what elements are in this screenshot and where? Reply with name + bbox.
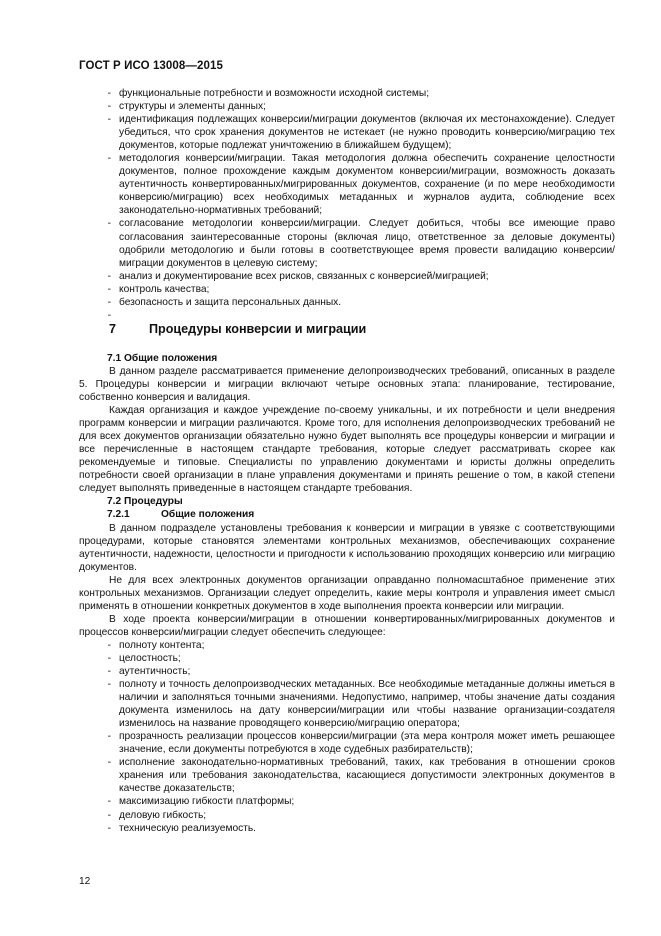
list-item <box>79 639 615 652</box>
list-item <box>79 283 615 296</box>
bullet-dash: - <box>107 731 111 743</box>
list-item-text: деловую гибкость; <box>119 809 207 821</box>
bullet-dash: - <box>107 88 111 99</box>
bullet-dash: - <box>107 283 111 295</box>
list-item <box>79 87 615 100</box>
bullet-list-bottom <box>79 639 615 835</box>
list-item-text: полноту контента; <box>119 639 205 651</box>
page-number: 12 <box>79 876 91 887</box>
list-item <box>79 217 615 269</box>
paragraph: Каждая организация и каждое учреждение по-своему уникальны, и их потребности и цели внедрения программ конверсии и миграции различаются. Кроме того, для исполнения делопроизводческих требований не для всех документов организации обязательно нужно будет выполнять все процедуры конверсии и миграции и все перечисленные в настоящем стандарте требования, которые следует рассматривать скорее как рекомендуемые и типовые. Специалисты по управлению документами и юристы должны определить потребности своей организации в плане управления документами и принять решение о том, в какой степени следует выполнять приведенные в настоящем стандарте требования. <box>79 405 615 495</box>
bullet-dash: - <box>107 270 111 282</box>
list-item <box>79 309 615 322</box>
standard-header: ГОСТ Р ИСО 13008—2015 <box>79 60 224 72</box>
list-item-text: контроль качества; <box>119 283 210 295</box>
list-item <box>79 665 615 678</box>
bullet-dash: - <box>107 639 111 651</box>
list-item <box>79 100 615 113</box>
bullet-dash: - <box>107 757 111 769</box>
bullet-list-top <box>79 87 615 322</box>
list-item-text: техническую реализуемость. <box>119 822 257 834</box>
bullet-dash: - <box>107 101 111 113</box>
paragraph: В данном подразделе установлены требования к конверсии и миграции в увязке с соответствующими процедурами, которые становятся элементами контрольных механизмов, обеспечивающих сохранение аутентичности, надежности, целостности и пригодности к использованию проходящих конверсию или миграцию документов. <box>79 522 615 573</box>
bullet-dash: - <box>107 796 111 808</box>
list-item <box>79 795 615 808</box>
list-item-text: безопасность и защита персональных данных. <box>119 296 342 308</box>
bullet-dash: - <box>107 296 111 308</box>
bullet-dash: - <box>107 666 111 678</box>
list-item <box>79 152 615 217</box>
bullet-dash: - <box>107 822 111 834</box>
list-item-text: аутентичность; <box>119 666 191 678</box>
list-item-text: структуры и элементы данных; <box>119 101 266 113</box>
list-item-text: функциональные потребности и возможности исходной системы; <box>119 88 430 99</box>
paragraph: Не для всех электронных документов организации оправданно полномасштабное применение этих контрольных механизмов. Организации следует определить, какие меры контроля и управления имеет смысл применять в отношении конкретных документов в ходе выполнения проекта конверсии или миграции. <box>79 574 615 612</box>
list-item <box>79 822 615 835</box>
list-item <box>79 270 615 283</box>
list-item-text: полноту и точность делопроизводческих метаданных. Все необходимые метаданные должны иметься в наличии и заполняться точными значениями. Недопустимо, например, чтобы значение даты создания документа изменилось на дату конверсии/миграции или чтобы название организации-создателя изменилось на название проводящего конверсию/миграцию оператора; <box>119 679 615 730</box>
list-item <box>79 730 615 756</box>
section-title: Процедуры конверсии и миграции <box>149 321 367 336</box>
list-item <box>79 113 615 152</box>
list-item-text <box>119 309 615 322</box>
list-item-text: прозрачность реализации процессов конверсии/миграции (эта мера контроля может иметь решающее значение, если документы потребуются в ходе судебных разбирательств); <box>119 731 615 756</box>
bullet-dash: - <box>107 652 111 664</box>
list-item-text: анализ и документирование всех рисков, связанных с конверсией/миграцией; <box>119 270 489 282</box>
bullet-dash: - <box>107 218 111 230</box>
list-item-text: целостность; <box>119 652 181 664</box>
list-item <box>79 652 615 665</box>
list-item <box>79 296 615 309</box>
bullet-dash: - <box>107 809 111 821</box>
subsection-title: Общие положения <box>161 509 255 521</box>
paragraph: В данном разделе рассматривается применение делопроизводческих требований, описанных в разделе 5. Процедуры конверсии и миграции включают четыре основных этапа: планирование, тестирование, собственно конверсия и валидация. <box>79 365 615 404</box>
list-item <box>79 678 615 730</box>
section-heading-7 <box>79 323 615 336</box>
list-item-text: максимизацию гибкости платформы; <box>119 796 295 808</box>
list-item-text: исполнение законодательно-нормативных требований, таких, как требования в отношении сроков хранения или требования законодательства, касающиеся допустимости электронных документов в качестве доказательств; <box>119 757 615 795</box>
subsection-heading-7-2-1 <box>79 508 615 521</box>
subsection-heading-7-1: 7.1 Общие положения <box>107 352 218 364</box>
list-item-text: согласование методологии конверсии/миграции. Следует добиться, чтобы все имеющие право согласования заинтересованные стороны (включая лицо, ответственное за деловые документы) одобрили методологию и были готовы в соответствующее время провести валидацию конверсии/миграции документов в целевую систему; <box>119 218 615 269</box>
bullet-dash: - <box>107 153 111 165</box>
paragraph: В ходе проекта конверсии/миграции в отношении конвертированных/мигрированных документов и процессов конверсии/миграции следует обеспечить следующее: <box>79 613 615 638</box>
page-content <box>79 87 615 835</box>
list-item <box>79 756 615 795</box>
list-item-text: методология конверсии/миграции. Такая методология должна обеспечить сохранение целостности документов, полное прохождение каждым документом конверсии/миграции, возможность доказать аутентичность конвертированных/мигрированных документов, сохранение (и по мере необходимости конверсию/миграцию) всех необходимых метаданных и журналов аудита, соблюдение всех законодательно-нормативных требований; <box>119 153 615 217</box>
bullet-dash: - <box>107 114 111 126</box>
list-item <box>79 809 615 822</box>
subsection-number: 7.2.1 <box>107 509 130 521</box>
bullet-dash: - <box>107 679 111 691</box>
section-number: 7 <box>109 321 117 336</box>
bullet-dash: - <box>107 309 111 321</box>
subsection-heading-7-2: 7.2 Процедуры <box>107 496 183 508</box>
list-item-text: идентификация подлежащих конверсии/миграции документов (включая их местонахождение). Следует убедиться, что срок хранения документов не истекает (не нужно проводить конверсию/миграцию тех документов, которые подлежат уничтожению в ближайшем будущем); <box>119 114 615 152</box>
